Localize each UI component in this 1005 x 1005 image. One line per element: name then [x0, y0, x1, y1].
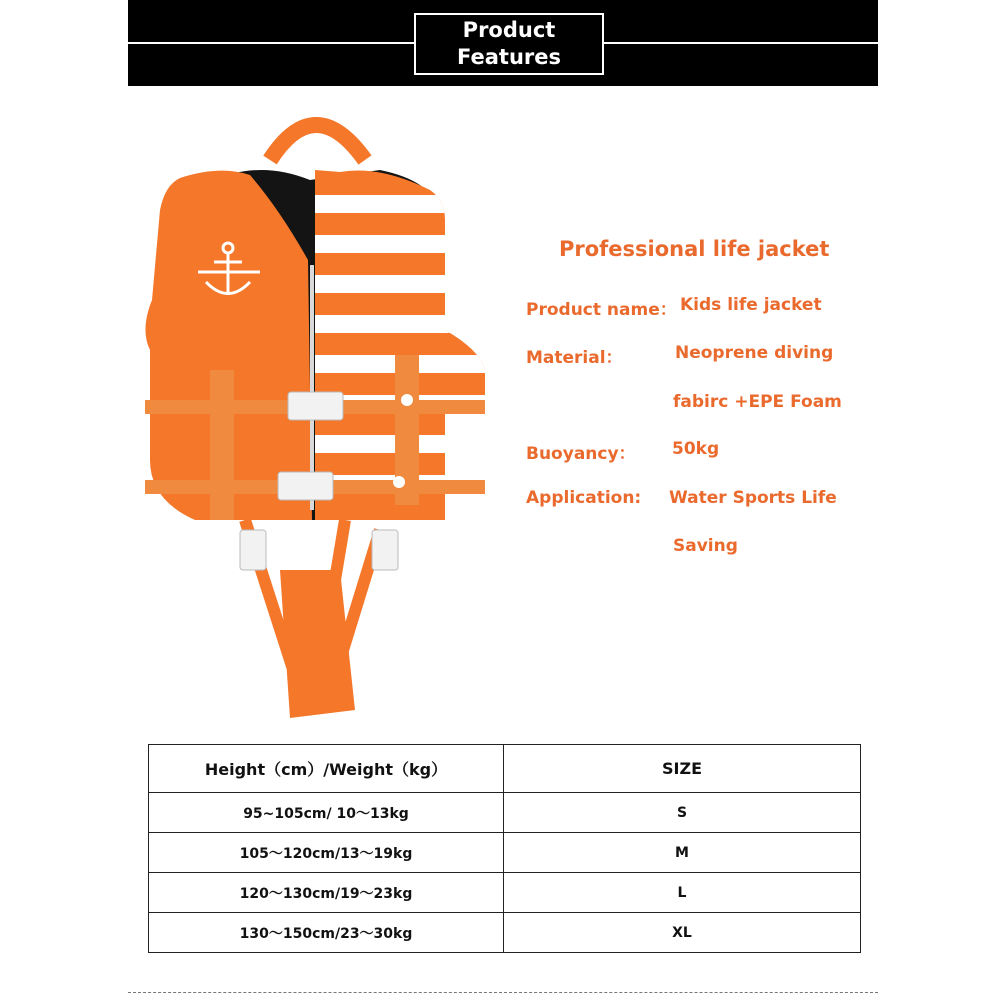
material-value-line2: fabirc +EPE Foam: [673, 392, 842, 412]
table-row: [149, 913, 861, 953]
application-label: Application:: [526, 488, 642, 508]
size-table-header-row: [149, 745, 861, 793]
banner-title-line1: Product: [462, 18, 556, 42]
application-value-line2: Saving: [673, 536, 738, 556]
row-height-weight: 130～150cm/23～30kg: [149, 913, 504, 953]
size-table: [148, 744, 861, 953]
leg-buckle-left: [240, 530, 266, 570]
product-name-label: Product name：: [526, 300, 677, 320]
banner-title-box: [414, 13, 604, 75]
header-height-weight: Height（cm）/Weight（kg）: [149, 745, 504, 793]
table-row: [149, 793, 861, 833]
row-size: S: [504, 793, 861, 833]
banner-title-line2: Features: [457, 45, 561, 69]
buoyancy-value: 50kg: [672, 439, 720, 459]
header-size: SIZE: [504, 745, 861, 793]
material-label: Material：: [526, 348, 623, 368]
crotch-pad: [280, 570, 355, 718]
buckle-lower: [278, 472, 333, 500]
snap-button-upper: [401, 394, 413, 406]
row-size: L: [504, 873, 861, 913]
row-height-weight: 105～120cm/13～19kg: [149, 833, 504, 873]
bottom-dashed-divider: [128, 992, 878, 993]
snap-button-lower: [393, 476, 405, 488]
strap-guide-left: [210, 370, 234, 520]
handle-strap: [270, 125, 365, 160]
row-height-weight: 120～130cm/19～23kg: [149, 873, 504, 913]
application-value-line1: Water Sports Life: [669, 488, 837, 508]
row-size: M: [504, 833, 861, 873]
table-row: [149, 833, 861, 873]
life-jacket-image: [140, 100, 510, 730]
row-size: XL: [504, 913, 861, 953]
table-row: [149, 873, 861, 913]
material-value-line1: Neoprene diving: [675, 343, 834, 363]
product-name-value: Kids life jacket: [680, 295, 822, 315]
leg-buckle-right: [372, 530, 398, 570]
buoyancy-label: Buoyancy：: [526, 444, 636, 464]
buckle-upper: [288, 392, 343, 420]
spec-title: Professional life jacket: [559, 237, 830, 261]
header-banner: [128, 0, 878, 86]
row-height-weight: 95~105cm/ 10～13kg: [149, 793, 504, 833]
